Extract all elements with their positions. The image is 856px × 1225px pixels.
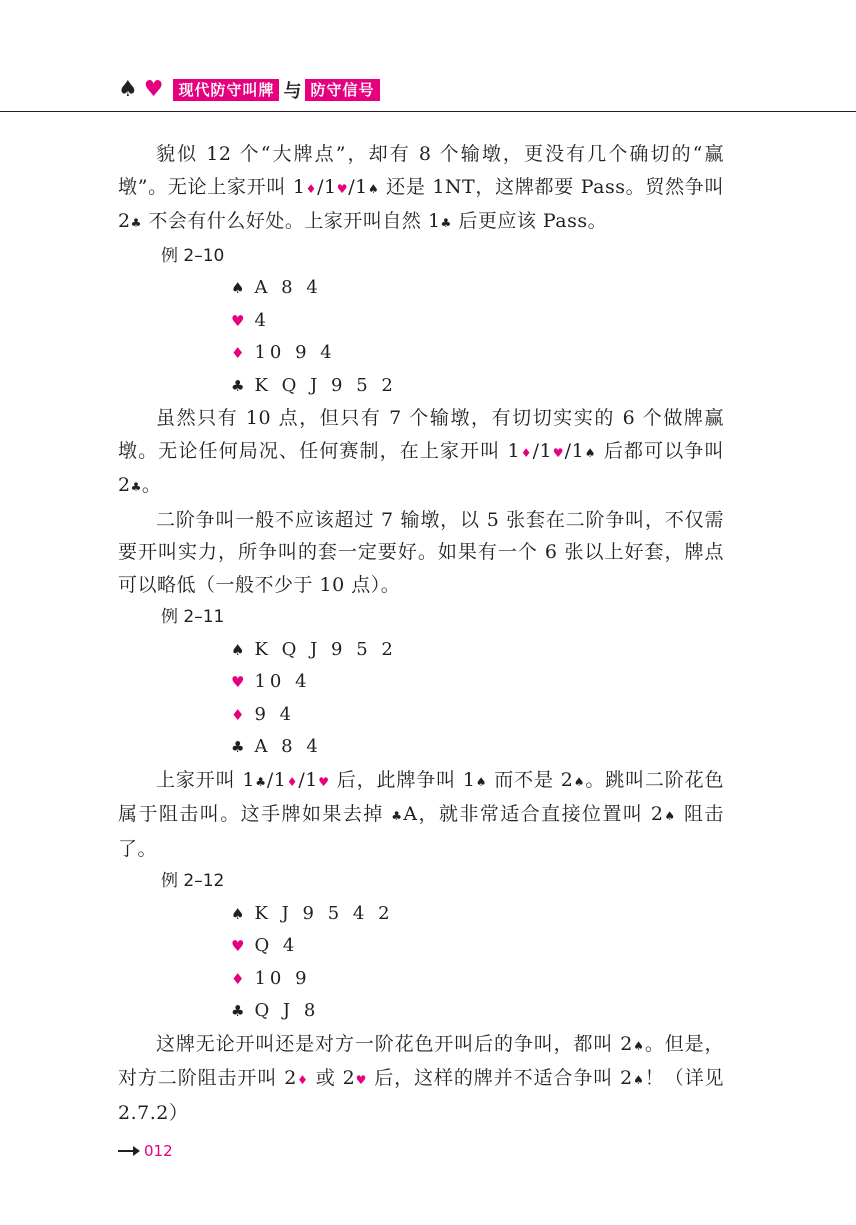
suit-icon: ♦ xyxy=(305,181,318,196)
example-title: 例 2–11 xyxy=(161,607,225,627)
hand-cards: K Q J 9 5 2 xyxy=(254,374,397,396)
suit-icon: ♦ xyxy=(231,705,249,724)
hand-suit-line xyxy=(231,963,724,996)
hand-suit-line xyxy=(231,731,724,764)
suit-icon: ♣ xyxy=(440,216,452,230)
suit-icon: ♠ xyxy=(584,445,597,460)
hand-cards: 10 9 xyxy=(254,967,311,989)
hand-cards: 10 9 4 xyxy=(254,342,336,363)
header-title-right: 防守信号 xyxy=(305,79,379,101)
suit-icon: ♠ xyxy=(231,640,249,659)
bridge-hand xyxy=(118,272,724,402)
suit-icon: ♥ xyxy=(355,1073,368,1087)
suit-icon: ♣ xyxy=(391,809,404,823)
hand-cards: K Q J 9 5 2 xyxy=(254,638,397,660)
suit-icon: ♥ xyxy=(552,445,565,460)
page-body xyxy=(118,138,724,1129)
hand-cards: Q 4 xyxy=(254,935,299,956)
suit-icon: ♠ xyxy=(632,1038,645,1053)
suit-icon: ♥ xyxy=(317,774,330,789)
hand-cards: 4 xyxy=(254,309,270,331)
hand-suit-line xyxy=(231,898,724,931)
hand-suit-line xyxy=(231,699,724,732)
hand-cards: Q J 8 xyxy=(254,1000,320,1021)
hand-cards: A 8 4 xyxy=(254,736,322,757)
suit-icon: ♥ xyxy=(231,673,249,691)
example-title: 例 2–12 xyxy=(161,871,225,891)
page-footer xyxy=(118,1142,173,1160)
hand-cards: A 8 4 xyxy=(254,277,322,298)
hand-cards: 10 4 xyxy=(254,671,311,692)
hand-cards: K J 9 5 4 2 xyxy=(254,902,394,924)
heart-icon: ♥ xyxy=(143,77,164,102)
suit-icon: ♥ xyxy=(231,311,249,330)
suit-icon: ♣ xyxy=(231,376,249,395)
paragraph: 二阶争叫一般不应该超过 7 输墩，以 5 张套在二阶争叫，不仅需要开叫实力，所争叫的套一定要好。如果有一个 6 张以上好套，牌点可以略低（一般不少于 10 点）。 xyxy=(118,508,724,596)
example-title: 例 2–10 xyxy=(161,245,225,266)
paragraph: 上家开叫 1♣/1♦/1♥ 后，此牌争叫 1♠ 而不是 2♠。跳叫二阶花色属于阻击叫。这手牌如果去掉 ♣A，就非常适合直接位置叫 2♠ 阻击了。 xyxy=(118,768,725,860)
suit-icon: ♣ xyxy=(231,738,249,756)
suit-icon: ♦ xyxy=(286,774,299,789)
hand-suit-line xyxy=(231,305,724,338)
suit-icon: ♦ xyxy=(296,1073,309,1087)
suit-icon: ♠ xyxy=(231,904,249,923)
hand-suit-line xyxy=(231,995,724,1028)
spade-icon: ♠ xyxy=(118,77,138,102)
header-rule xyxy=(0,111,856,112)
suit-icon: ♠ xyxy=(573,774,586,789)
paragraph: 虽然只有 10 点，但只有 7 个输墩，有切切实实的 6 个做牌赢墩。无论任何局况、任何赛制，在上家开叫 1♦/1♥/1♠ 后都可以争叫 2♣。 xyxy=(118,407,724,496)
suit-icon: ♣ xyxy=(254,774,267,789)
bridge-hand xyxy=(118,898,724,1028)
suit-icon: ♣ xyxy=(130,216,142,230)
bridge-hand xyxy=(118,634,724,764)
hand-suit-line xyxy=(231,272,724,305)
suit-icon: ♠ xyxy=(632,1073,645,1087)
suit-icon: ♥ xyxy=(336,181,349,196)
arrow-icon xyxy=(118,1150,138,1152)
hand-suit-line xyxy=(231,634,724,667)
hand-cards: 9 4 xyxy=(254,703,296,725)
suit-icon: ♠ xyxy=(367,181,380,196)
suit-icon: ♦ xyxy=(231,969,249,988)
header-connector: 与 xyxy=(283,81,302,102)
suit-icon: ♥ xyxy=(231,937,249,955)
hand-suit-line xyxy=(231,666,724,699)
page-number: 012 xyxy=(144,1142,173,1160)
hand-suit-line xyxy=(231,370,724,403)
suit-icon: ♠ xyxy=(663,809,677,823)
suit-icon: ♠ xyxy=(231,279,249,297)
suit-icon: ♠ xyxy=(475,774,488,789)
hand-suit-line xyxy=(231,337,724,370)
hand-suit-line xyxy=(231,930,724,963)
running-header xyxy=(118,78,380,102)
suit-icon: ♣ xyxy=(231,1002,249,1020)
suit-icon: ♣ xyxy=(130,480,142,494)
paragraph: 貌似 12 个“大牌点”，却有 8 个输墩，更没有几个确切的“赢墩”。无论上家开叫 1♦/1♥/1♠ 还是 1NT，这牌都要 Pass。贸然争叫 2♣ 不会有什么好处。上家开叫自然 1♣ 后更应该 Pass。 xyxy=(118,143,724,232)
paragraph: 这牌无论开叫还是对方一阶花色开叫后的争叫，都叫 2♠。但是，对方二阶阻击开叫 2♦ 或 2♥ 后，这样的牌并不适合争叫 2♠！（详见 2.7.2） xyxy=(118,1032,724,1124)
header-title-left: 现代防守叫牌 xyxy=(173,79,279,101)
suit-icon: ♦ xyxy=(520,445,533,460)
suit-icon: ♦ xyxy=(231,344,249,362)
